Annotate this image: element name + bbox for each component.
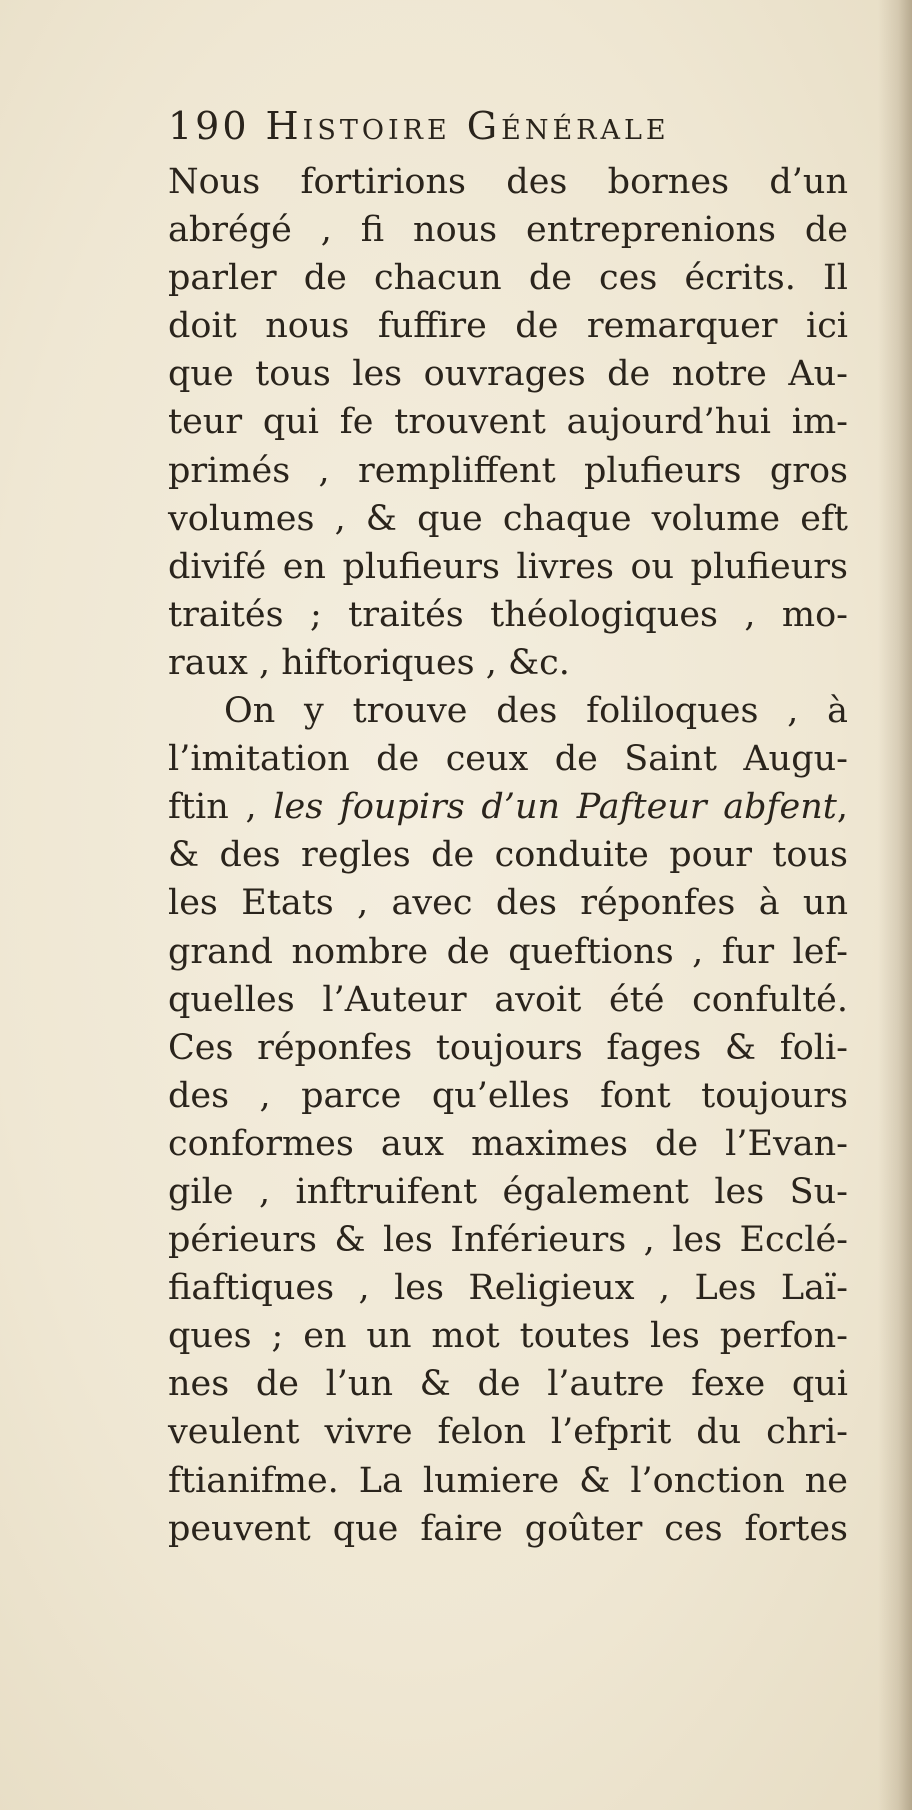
book-title-italic: les foupirs d’un Pafteur abfent	[273, 787, 837, 828]
text-fragment: ,	[836, 787, 848, 828]
text-line: veulent vivre felon l’efprit du chri-	[168, 1412, 848, 1453]
running-title: Histoire Générale	[265, 104, 670, 148]
text-line: traités ; traités théologiques , mo-	[168, 594, 848, 635]
text-line: parler de chacun de ces écrits. Il	[168, 258, 848, 299]
text-line: Nous fortirions des bornes d’un	[168, 162, 848, 202]
text-line: grand nombre de queftions , fur lef-	[168, 931, 848, 972]
text-line: raux , hiftoriques , &c.	[168, 642, 570, 683]
text-line: & des regles de conduite pour tous	[168, 835, 848, 876]
text-line: divifé en plufieurs livres ou plufieurs	[168, 546, 848, 587]
gutter-shadow	[878, 0, 912, 1810]
text-line: ftianifme. La lumiere & l’onction ne	[168, 1460, 848, 1501]
text-line: abrégé , fi nous entreprenions de	[168, 210, 848, 251]
text-line: périeurs & les Inférieurs , les Ecclé-	[168, 1220, 848, 1261]
text-line-mixed	[168, 783, 848, 831]
text-line: peuvent que faire goûter ces fortes	[168, 1508, 848, 1549]
running-header	[168, 98, 808, 154]
text-line: primés , rempliffent plufieurs gros	[168, 450, 848, 491]
text-line: des , parce qu’elles font toujours	[168, 1075, 848, 1116]
text-line: ques ; en un mot toutes les perfon-	[168, 1316, 848, 1357]
text-line: gile , inftruifent également les Su-	[168, 1171, 848, 1212]
text-line: nes de l’un & de l’autre fexe qui	[168, 1364, 848, 1405]
text-line: les Etats , avec des réponfes à un	[168, 883, 848, 924]
body-text	[168, 158, 848, 1553]
text-line: l’imitation de ceux de Saint Augu-	[168, 739, 848, 780]
text-fragment: ftin ,	[168, 787, 257, 828]
text-line: quelles l’Auteur avoit été confulté.	[168, 979, 848, 1020]
page-number: 190	[168, 104, 250, 148]
text-line: On y trouve des foliloques , à	[224, 691, 848, 732]
text-line: volumes , & que chaque volume eft	[168, 498, 848, 539]
text-line: teur qui fe trouvent aujourd’hui im-	[168, 402, 848, 443]
text-line: conformes aux maximes de l’Evan-	[168, 1123, 848, 1164]
text-line: doit nous fuffire de remarquer ici	[168, 306, 848, 347]
text-line: Ces réponfes toujours fages & foli-	[168, 1027, 848, 1068]
text-line: que tous les ouvrages de notre Au-	[168, 354, 848, 395]
text-line: fiaftiques , les Religieux , Les Laï-	[168, 1268, 848, 1309]
